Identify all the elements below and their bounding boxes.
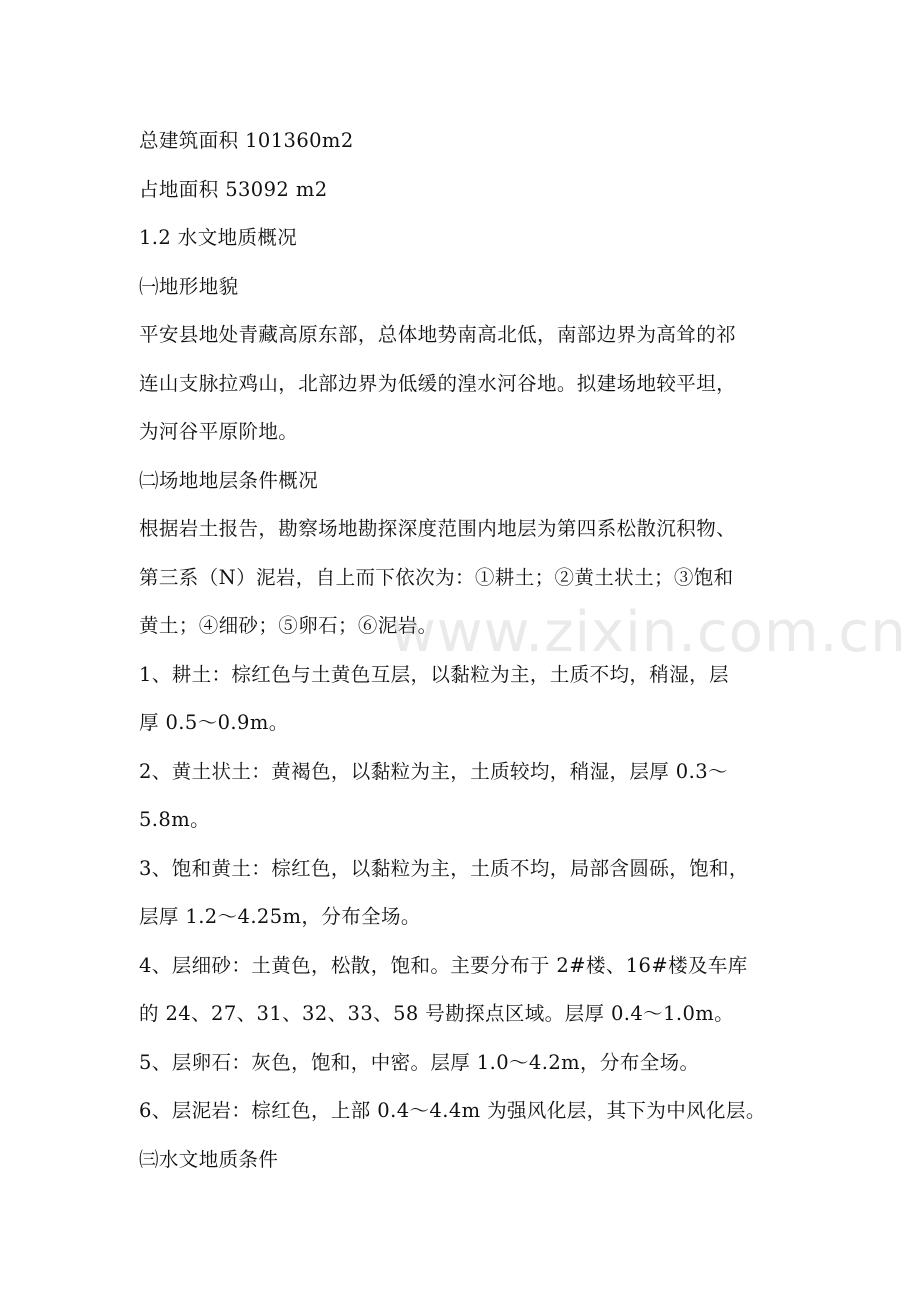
paragraph-line: 黄土；④细砂；⑤卵石；⑥泥岩。 [139,614,438,637]
paragraph-line: 第三系（N）泥岩，自上而下依次为：①耕土；②黄土状土；③饱和 [139,565,734,589]
paragraph-line: 4、层细砂：土黄色，松散，饱和。主要分布于 2#楼、16#楼及车库 [139,953,748,977]
paragraph-line: 5.8m。 [139,808,211,831]
paragraph-line: 的 24、27、31、32、33、58 号勘探点区域。层厚 0.4～1.0m。 [139,1002,735,1025]
paragraph-line: 为河谷平原阶地。 [139,420,299,443]
text-line: 占地面积 53092 m2 [139,177,328,201]
paragraph-line: 2、黄土状土：黄褐色，以黏粒为主，土质较均，稍湿，层厚 0.3～ [139,759,728,783]
watermark: www.zixin.com.cn [390,600,907,665]
text-line: 总建筑面积 101360m2 [139,129,354,152]
section-heading: 1.2 水文地质概况 [139,226,298,249]
paragraph-line: 5、层卵石：灰色，饱和，中密。层厚 1.0～4.2m，分布全场。 [139,1050,700,1074]
paragraph-line: 1、耕土：棕红色与土黄色互层，以黏粒为主，土质不均，稍湿，层 [139,662,729,686]
paragraph-line: 根据岩土报告，勘察场地勘探深度范围内地层为第四系松散沉积物、 [139,517,737,540]
paragraph-line: 6、层泥岩：棕红色，上部 0.4～4.4m 为强风化层，其下为中风化层。 [139,1099,766,1122]
subsection-heading: ㈢水文地质条件 [139,1147,279,1171]
paragraph-line: 层厚 1.2～4.25m，分布全场。 [139,905,421,928]
paragraph-line: 平安县地处青藏高原东部，总体地势南高北低，南部边界为高耸的祁 [139,323,737,346]
paragraph-line: 连山支脉拉鸡山，北部边界为低缓的湟水河谷地。拟建场地较平坦， [139,371,737,395]
subsection-heading: ㈠地形地貌 [139,274,239,298]
paragraph-line: 3、饱和黄土：棕红色，以黏粒为主，土质不均，局部含圆砾，饱和， [139,856,749,880]
paragraph-line: 厚 0.5～0.9m。 [139,711,289,734]
subsection-heading: ㈡场地地层条件概况 [139,468,319,492]
